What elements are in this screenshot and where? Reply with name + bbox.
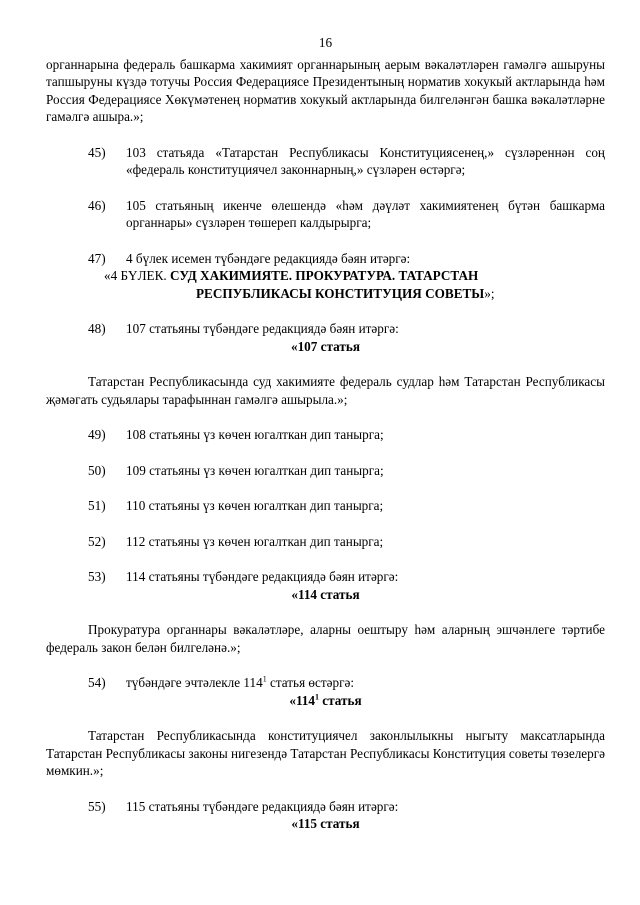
- article-114-text: Прокуратура органнары вәкаләтләре, аларны оештыру һәм аларның эшчәнлеге тәртибе федераль закон белән билгеләнә.»;: [46, 622, 605, 655]
- section-title-line-2: РЕСПУБЛИКАСЫ КОНСТИТУЦИЯ СОВЕТЫ: [196, 285, 485, 301]
- item-text: 110 статьяны үз көчен югалткан дип танырга;: [126, 498, 384, 513]
- section-prefix: «4 БҮЛЕК.: [104, 268, 170, 283]
- item-text: түбәндәге эчтәлекле $114^1$ статья өстәргә:: [126, 674, 355, 690]
- item-text: 108 статьяны үз көчен югалткан дип танырга;: [126, 427, 384, 442]
- item-text: 109 статьяны үз көчен югалткан дип танырга;: [126, 462, 384, 478]
- paragraph-continuation: органнарына федераль башкарма хакимият органнарының аерым вәкаләтләрен гамәлгә ашыруны тапшыруны күздә тотучы Россия Федерациясе Президентының норматив хокукый актларында һәм Россия Федерациясе Хөкүмәтенең норматив хокукый актларында билгеләнгән башка вәкаләтләрне гамәлгә ашыра.»;: [46, 56, 605, 124]
- article-114-heading: «114 статья: [291, 586, 360, 602]
- article-115-heading: «115 статья: [291, 816, 360, 831]
- item-number: 46): [88, 197, 106, 213]
- list-item-46: [46, 197, 605, 232]
- item-number: 47): [88, 250, 106, 266]
- item-number: 53): [88, 569, 106, 584]
- item-text: 105 статьяның икенче өлешендә «һәм дәүләт хакимиятенең бүтән башкарма органнары» сүзләрен төшереп калдырырга;: [126, 197, 605, 230]
- article-107-text: Татарстан Республикасында суд хакимияте федераль судлар һәм Татарстан Республикасы җәмәгать судьялары тарафыннан гамәлгә ашырыла.»;: [46, 374, 605, 407]
- section-suffix: »;: [484, 285, 495, 301]
- article-114-1-heading: «$114^1$ статья: [289, 692, 362, 708]
- article-107-heading: «107 статья: [290, 338, 360, 354]
- item-number: 55): [88, 798, 106, 814]
- item-number: 51): [88, 498, 106, 513]
- list-item-53: [46, 568, 605, 586]
- item-text: 114 статьяны түбәндәге редакциядә бәян итәргә:: [126, 569, 399, 584]
- section-4-heading: [46, 267, 605, 302]
- list-item-47: [46, 250, 605, 268]
- list-item-52: [46, 533, 605, 551]
- item-number: 45): [88, 144, 106, 160]
- item-text: 4 бүлек исемен түбәндәге редакциядә бәян итәргә:: [126, 250, 411, 266]
- item-number: 49): [88, 427, 106, 442]
- article-114-1-text: Татарстан Республикасында конституциячел законлылыкны ныгыту максатларында Татарстан Республикасы законы нигезендә Татарстан Республикасы Конституция советы төзелергә мөмкин.»;: [46, 728, 605, 778]
- list-item-50: [46, 462, 605, 480]
- list-item-48: [46, 320, 605, 338]
- item-number: 52): [88, 533, 106, 549]
- page-number: 16: [318, 35, 333, 50]
- item-text: 103 статьяда «Татарстан Республикасы Конституциясенең,» сүзләреннән соң «федераль конституциячел законнарның,» сүзләрен өстәргә;: [126, 144, 605, 177]
- list-item-54: [46, 674, 605, 692]
- item-number: 50): [88, 462, 106, 478]
- list-item-51: [46, 497, 605, 515]
- section-title-line-1: СУД ХАКИМИЯТЕ. ПРОКУРАТУРА. ТАТАРСТАН: [169, 268, 479, 283]
- item-text: 112 статьяны үз көчен югалткан дип танырга;: [126, 533, 384, 549]
- list-item-55: [46, 798, 605, 816]
- item-text: 115 статьяны түбәндәге редакциядә бәян итәргә:: [126, 798, 399, 814]
- item-text: 107 статьяны түбәндәге редакциядә бәян итәргә:: [126, 321, 399, 336]
- item-number: 54): [88, 675, 106, 690]
- list-item-45: [46, 144, 605, 179]
- list-item-49: [46, 426, 605, 444]
- item-number: 48): [88, 321, 106, 336]
